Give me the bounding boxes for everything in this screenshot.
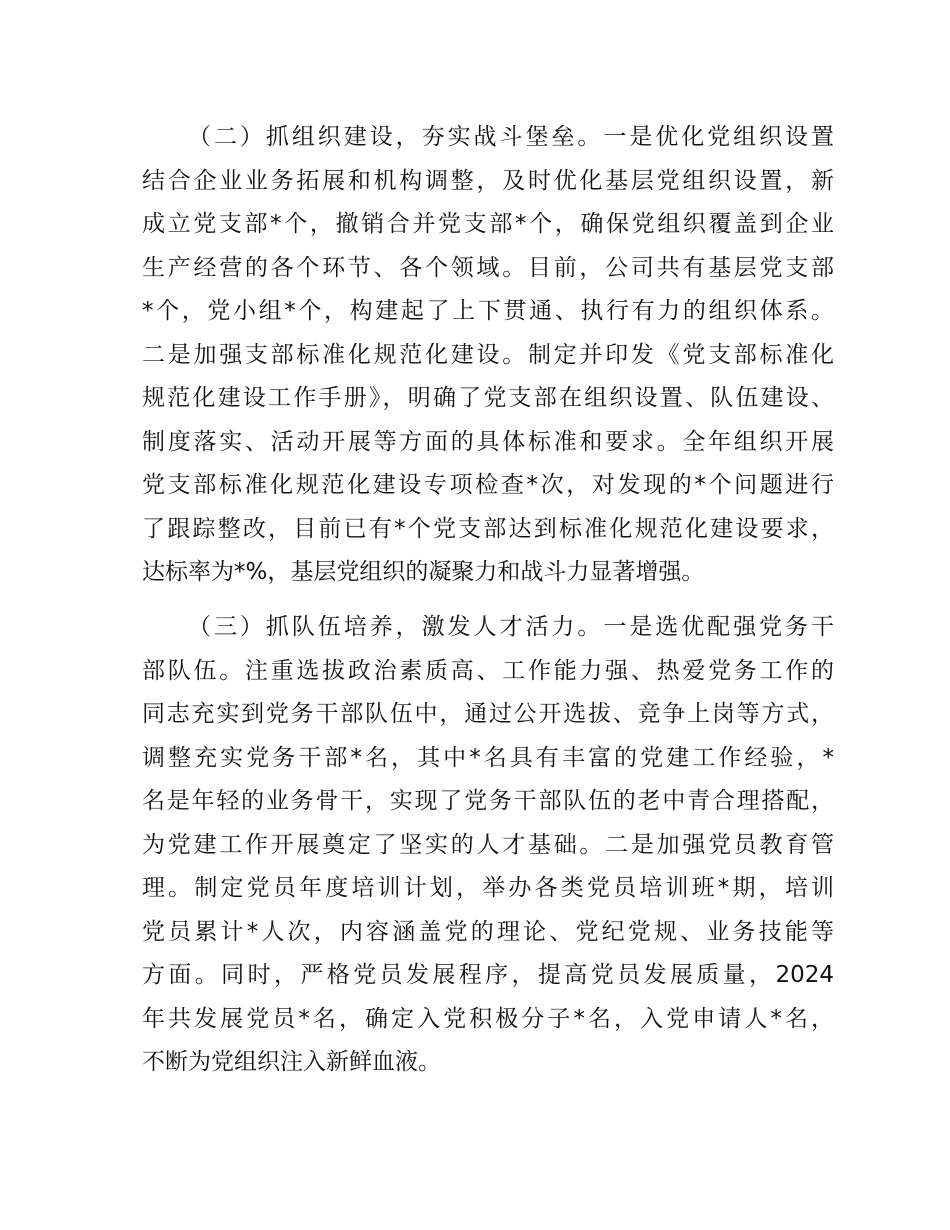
text-line: （二）抓组织建设，夯实战斗堡垒。一是优化党组织设置: [188, 124, 834, 150]
text-line: *个，党小组*个，构建起了上下贯通、执行有力的组织体系。: [142, 298, 834, 324]
text-line: 党支部标准化规范化建设专项检查*次，对发现的*个问题进行: [142, 472, 834, 498]
text-line: 了跟踪整改，目前已有*个党支部达到标准化规范化建设要求，: [142, 515, 834, 542]
text-line: 结合企业业务拓展和机构调整，及时优化基层党组织设置，新: [142, 167, 834, 194]
text-line: 党员累计*人次，内容涵盖党的理论、党纪党规、业务技能等: [142, 918, 834, 945]
text-line: 制度落实、活动开展等方面的具体标准和要求。全年组织开展: [142, 428, 834, 455]
text-line: 规范化建设工作手册》，明确了党支部在组织设置、队伍建设、: [142, 385, 834, 411]
text-line: 为党建工作开展奠定了坚实的人才基础。二是加强党员教育管: [142, 831, 834, 858]
text-line: 年共发展党员*名，确定入党积极分子*名，入党申请人*名，: [142, 1005, 834, 1032]
text-line: 成立党支部*个，撤销合并党支部*个，确保党组织覆盖到企业: [142, 211, 834, 237]
text-line: 方面。同时，严格党员发展程序，提高党员发展质量，2024: [142, 962, 834, 988]
text-line: 不断为党组织注入新鲜血液。: [142, 1049, 441, 1075]
text-line: 调整充实党务干部*名，其中*名具有丰富的党建工作经验，*: [142, 744, 834, 771]
text-line: 二是加强支部标准化规范化建设。制定并印发《党支部标准化: [142, 341, 834, 368]
text-line: 同志充实到党务干部队伍中，通过公开选拔、竞争上岗等方式，: [142, 701, 834, 727]
text-line: 名是年轻的业务骨干，实现了党务干部队伍的老中青合理搭配，: [142, 788, 834, 814]
text-line: （三）抓队伍培养，激发人才活力。一是选优配强党务干: [188, 614, 834, 640]
paragraph-organization-building: [142, 116, 834, 595]
text-line: 生产经营的各个环节、各个领域。目前，公司共有基层党支部: [142, 254, 834, 281]
paragraph-team-cultivation: [142, 606, 834, 1085]
text-line: 理。制定党员年度培训计划，举办各类党员培训班*期，培训: [142, 875, 834, 901]
text-line: 部队伍。注重选拔政治素质高、工作能力强、热爱党务工作的: [142, 657, 834, 684]
text-line: 达标率为*%，基层党组织的凝聚力和战斗力显著增强。: [142, 559, 705, 585]
